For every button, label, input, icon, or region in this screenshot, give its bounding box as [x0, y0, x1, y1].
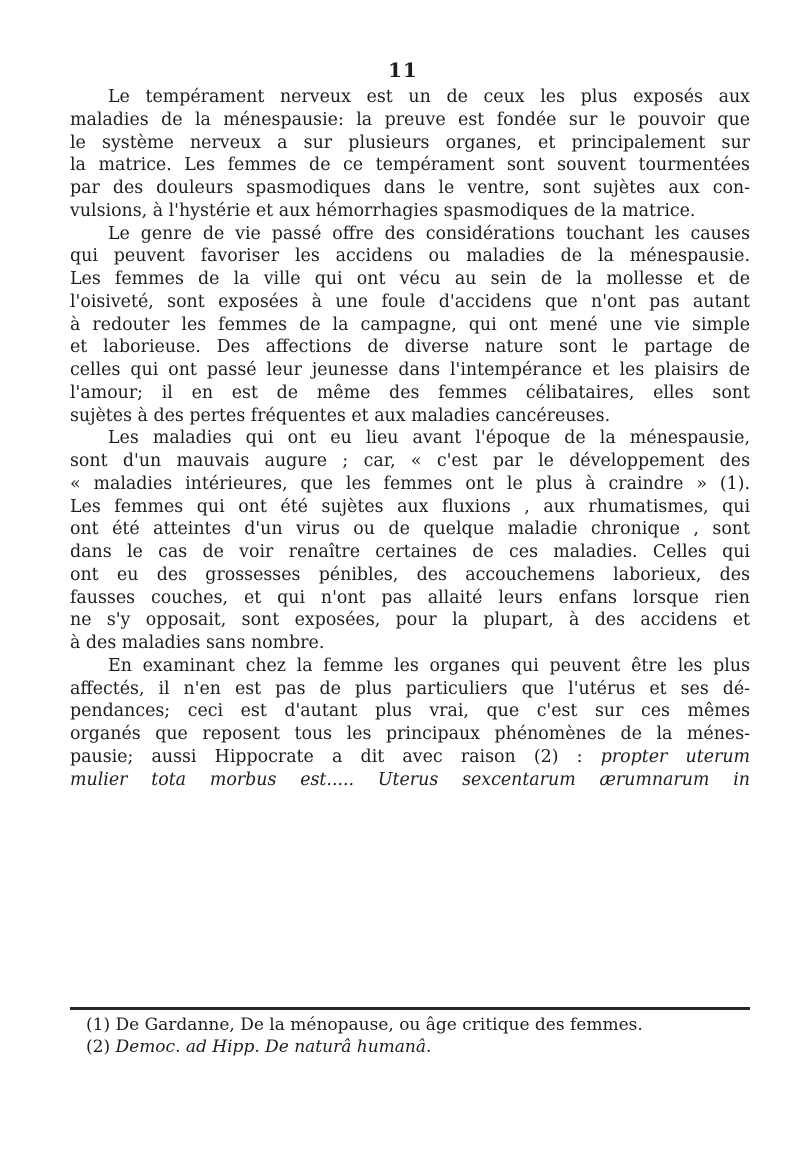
text-line: le système nerveux a sur plusieurs organes, et principalement sur: [70, 132, 750, 153]
text-line: par des douleurs spasmodiques dans le ventre, sont sujètes aux con-: [70, 178, 750, 198]
text-line: vulsions, à l'hystérie et aux hémorrhagies spasmodiques de la matrice.: [70, 200, 696, 221]
text-line: sont d'un mauvais augure ; car, « c'est par le développement des: [70, 451, 750, 471]
footnote-marker: (2): [86, 1037, 111, 1057]
text-line: l'oisiveté, sont exposées à une foule d'accidens que n'ont pas autant: [70, 291, 750, 312]
footnotes: [86, 1014, 750, 1058]
text-line: dans le cas de voir renaître certaines de ces maladies. Celles qui: [70, 542, 750, 562]
text-line: [70, 769, 750, 792]
footnote-rule: [70, 1007, 750, 1010]
text-line: Les maladies qui ont eu lieu avant l'époque de la ménespausie,: [108, 428, 750, 449]
text-line: ne s'y opposait, sont exposées, pour la plupart, à des accidens et: [70, 610, 750, 631]
text-line: la matrice. Les femmes de ce tempérament sont souvent tourmentées: [70, 155, 750, 176]
text-line: Les femmes qui ont été sujètes aux fluxions , aux rhumatismes, qui: [70, 496, 750, 517]
text-line: « maladies intérieures, que les femmes ont le plus à craindre » (1).: [70, 473, 750, 494]
text-line: à redouter les femmes de la campagne, qui ont mené une vie simple: [70, 314, 750, 335]
text-line: pendances; ceci est d'autant plus vrai, que c'est sur ces mêmes: [70, 701, 750, 722]
text-line: sujètes à des pertes fréquentes et aux maladies cancéreuses.: [70, 405, 611, 426]
text-line: Le genre de vie passé offre des considérations touchant les causes: [108, 223, 750, 244]
text-line: organés que reposent tous les principaux phénomènes de la ménes-: [70, 724, 750, 744]
latin-quote: mulier tota morbus est..... Uterus sexcentarum ærumnarum in: [70, 769, 750, 790]
text-segment: pausie; aussi Hippocrate a dit avec raison (2) :: [70, 746, 583, 767]
footnote-citation: Democ. ad Hipp. De naturâ humanâ.: [115, 1037, 432, 1057]
text-line: maladies de la ménespausie: la preuve est fondée sur le pouvoir que: [70, 109, 750, 130]
text-line: En examinant chez la femme les organes qui peuvent être les plus: [108, 655, 750, 676]
latin-quote: propter uterum: [600, 746, 751, 767]
text-line: ont eu des grossesses pénibles, des accouchemens laborieux, des: [70, 564, 750, 585]
text-line: ont été atteintes d'un virus ou de quelque maladie chronique , sont: [70, 519, 750, 540]
text-line: Les femmes de la ville qui ont vécu au sein de la mollesse et de: [70, 269, 750, 289]
page-number: 11: [388, 58, 418, 82]
footnote: (1) De Gardanne, De la ménopause, ou âge critique des femmes.: [86, 1015, 643, 1035]
text-line: à des maladies sans nombre.: [70, 633, 325, 653]
body-text: [70, 86, 750, 791]
text-line: celles qui ont passé leur jeunesse dans l'intempérance et les plaisirs de: [70, 360, 750, 380]
text-line: l'amour; il en est de même des femmes célibataires, elles sont: [70, 382, 750, 403]
text-line: Le tempérament nerveux est un de ceux les plus exposés aux: [108, 87, 750, 107]
footnote: [86, 1036, 750, 1058]
text-line: affectés, il n'en est pas de plus particuliers que l'utérus et ses dé-: [70, 678, 750, 699]
text-line: qui peuvent favoriser les accidens ou maladies de la ménespausie.: [70, 246, 750, 267]
text-line: fausses couches, et qui n'ont pas allaité leurs enfans lorsque rien: [70, 587, 750, 608]
text-line: [70, 746, 750, 769]
text-line: et laborieuse. Des affections de diverse nature sont le partage de: [70, 337, 750, 358]
